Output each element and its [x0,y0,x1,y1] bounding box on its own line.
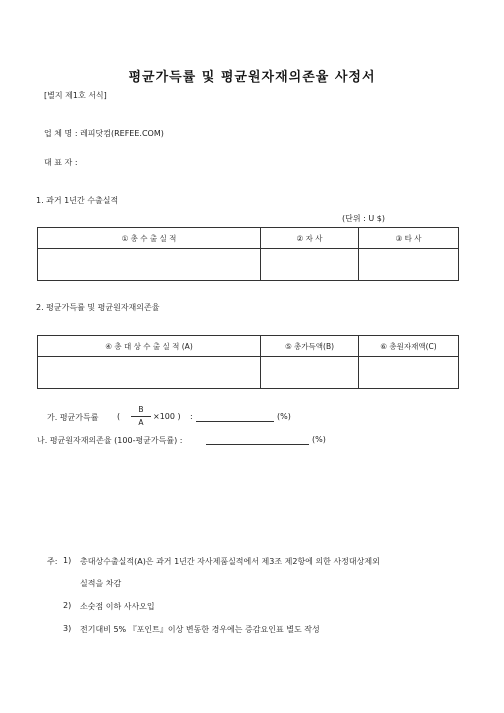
formula-colon: : [190,412,193,421]
note-1-number: 1) [63,556,72,565]
col-target-export: ④ 총 대 상 수 출 실 적 (A) [38,336,261,357]
fraction-bar [131,416,151,417]
notes-prefix: 주: [47,557,58,566]
representative-row [44,157,78,168]
cell-target-export[interactable] [38,357,261,389]
avg-earning-rate-label: 가. 평균가득률 [47,413,99,422]
note-3-number: 3) [63,624,72,633]
form-number: [별지 제1호 서식] [44,91,107,100]
note-3-text: 전기대비 5% 『포인트』이상 변동한 경우에는 증감요인표 별도 작성 [80,625,320,634]
avg-earning-rate-unit: (%) [277,412,291,421]
col-total-export: ① 총 수 출 실 적 [38,228,261,249]
fraction-numerator: B [138,405,144,414]
fraction-denominator: A [138,418,144,427]
avg-earning-rate-field[interactable] [196,413,274,422]
company-value: 레피닷컴(REFEE.COM) [80,129,164,138]
page-title: 평균가득률 및 평균원자재의존율 사정서 [128,70,376,85]
formula-multiplier: ×100 ) [153,412,181,421]
company-label: 업 체 명 : [44,129,78,138]
avg-material-rate-field[interactable] [206,436,309,445]
col-other-company: ③ 타 사 [359,228,459,249]
cell-own-company[interactable] [261,249,359,281]
formula-open-paren: ( [117,412,121,421]
note-2-text: 소숫점 이하 사사오입 [80,602,155,611]
cell-other-company[interactable] [359,249,459,281]
earning-rate-table [37,335,459,389]
export-record-table [37,227,459,281]
cell-total-materials[interactable] [359,357,459,389]
company-row [44,128,164,139]
unit-label: (단위 : U $) [342,214,385,223]
avg-material-rate-unit: (%) [312,435,326,444]
note-2-number: 2) [63,601,72,610]
cell-total-export[interactable] [38,249,261,281]
cell-total-earnings[interactable] [261,357,359,389]
col-total-earnings: ⑤ 총가득액(B) [261,336,359,357]
representative-label: 대 표 자 : [44,158,78,167]
section2-heading: 2. 평균가득률 및 평균원자재의존율 [36,303,160,312]
table-row [38,357,459,389]
table-row [38,249,459,281]
avg-material-rate-label: 나. 평균원자재의존율 (100-평균가득률) : [37,436,183,445]
col-total-materials: ⑥ 총원자재액(C) [359,336,459,357]
note-1-continuation: 실적을 차감 [80,579,122,588]
table-header-row [38,336,459,357]
table-header-row [38,228,459,249]
note-1-text: 총대상수출실적(A)은 과거 1년간 자사제품실적에서 제3조 제2항에 의한 사정대상제외 [80,557,380,566]
formula-fraction [131,405,151,428]
col-own-company: ② 자 사 [261,228,359,249]
section1-heading: 1. 과거 1년간 수출실적 [36,196,119,205]
